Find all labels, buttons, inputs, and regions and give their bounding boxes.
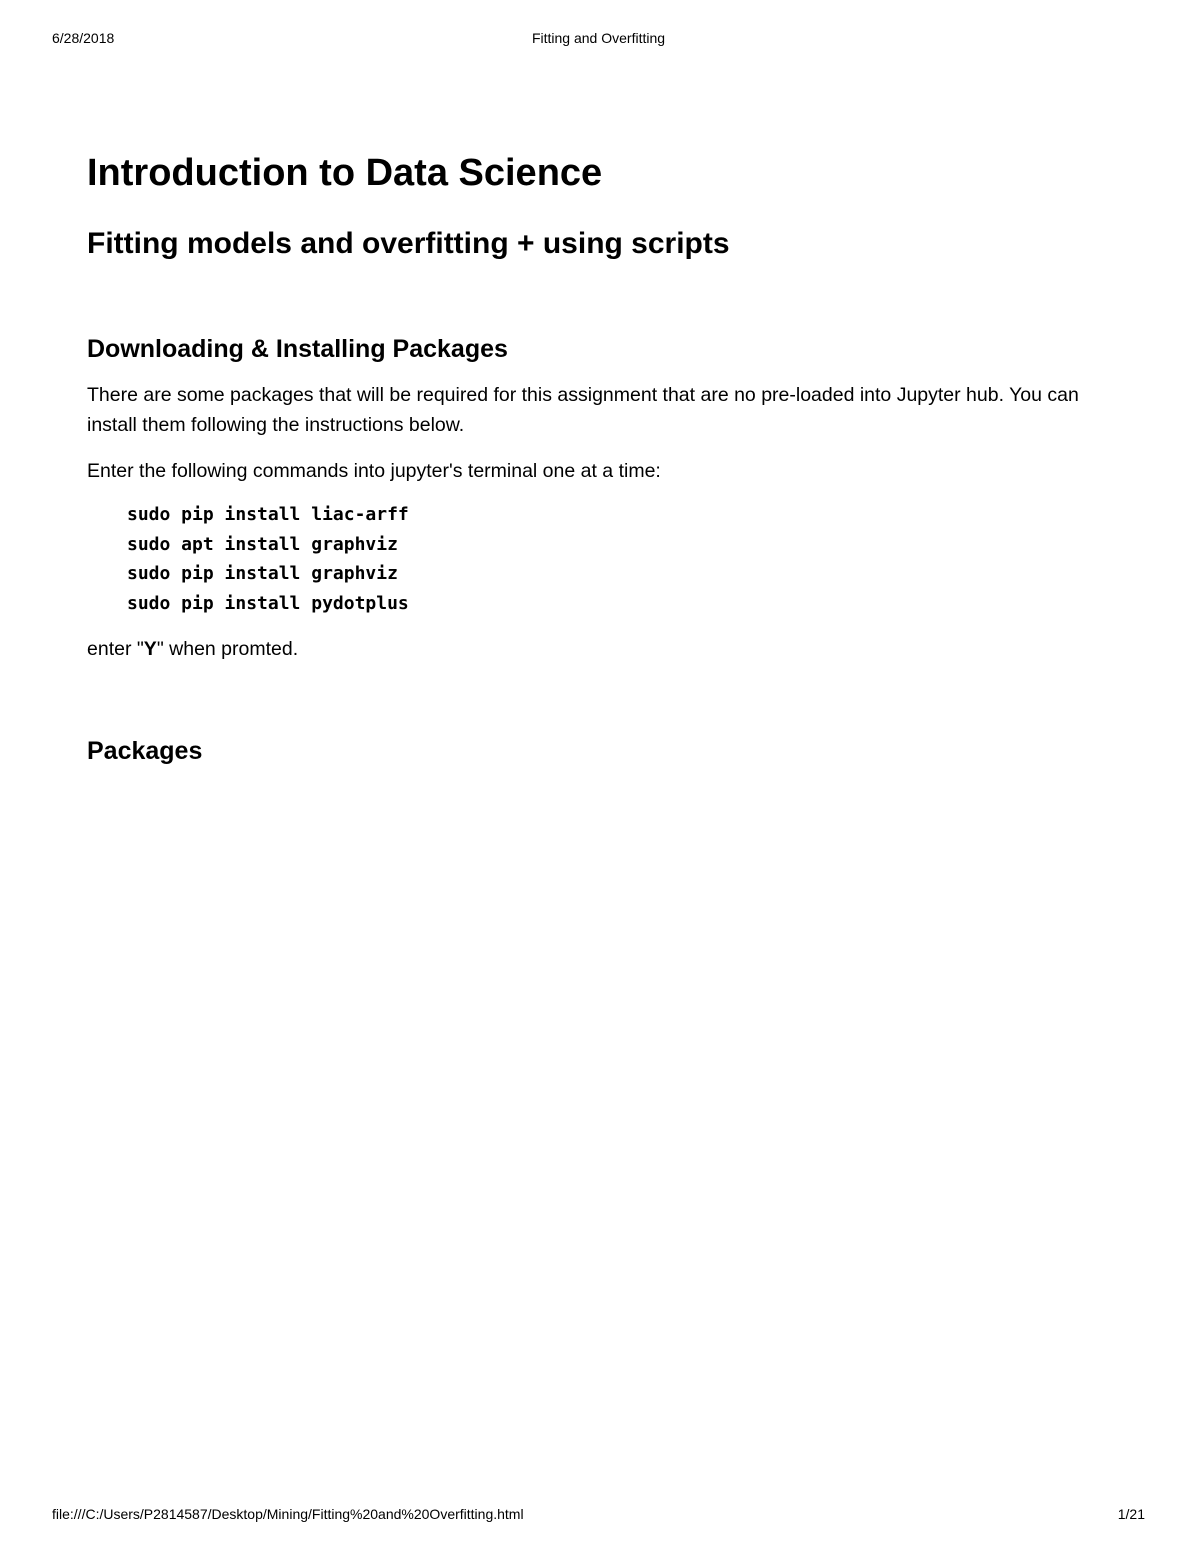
command-line: sudo pip install liac-arff: [127, 504, 409, 525]
print-footer: [52, 1506, 1145, 1526]
prompt-paragraph: [87, 634, 1117, 664]
document-body: [87, 150, 1117, 768]
install-instruction-paragraph: Enter the following commands into jupyter's terminal one at a time:: [87, 460, 661, 482]
print-title: Fitting and Overfitting: [531, 30, 666, 46]
section-heading-install: Downloading & Installing Packages: [87, 335, 508, 363]
print-header: [52, 30, 1145, 50]
print-date: 6/28/2018: [52, 30, 115, 46]
page-title: Introduction to Data Science: [87, 152, 603, 194]
command-code-block: [127, 500, 1117, 618]
page-subtitle: Fitting models and overfitting + using scripts: [87, 227, 730, 260]
print-url: file:///C:/Users/P2814587/Desktop/Mining/Fitting%20and%20Overfitting.html: [52, 1506, 524, 1522]
command-line: sudo pip install pydotplus: [127, 592, 409, 614]
prompt-suffix: " when promted.: [156, 638, 299, 660]
command-line: sudo apt install graphviz: [127, 533, 398, 555]
install-intro-paragraph: There are some packages that will be required for this assignment that are no pre-loaded into Jupyter hub. You can install them following the instructions below.: [87, 384, 1079, 436]
section-heading-packages: Packages: [87, 737, 203, 765]
prompt-key: Y: [143, 638, 157, 660]
prompt-prefix: enter ": [87, 638, 144, 660]
page-number: 1/21: [1117, 1506, 1145, 1522]
command-line: sudo pip install graphviz: [127, 563, 398, 584]
